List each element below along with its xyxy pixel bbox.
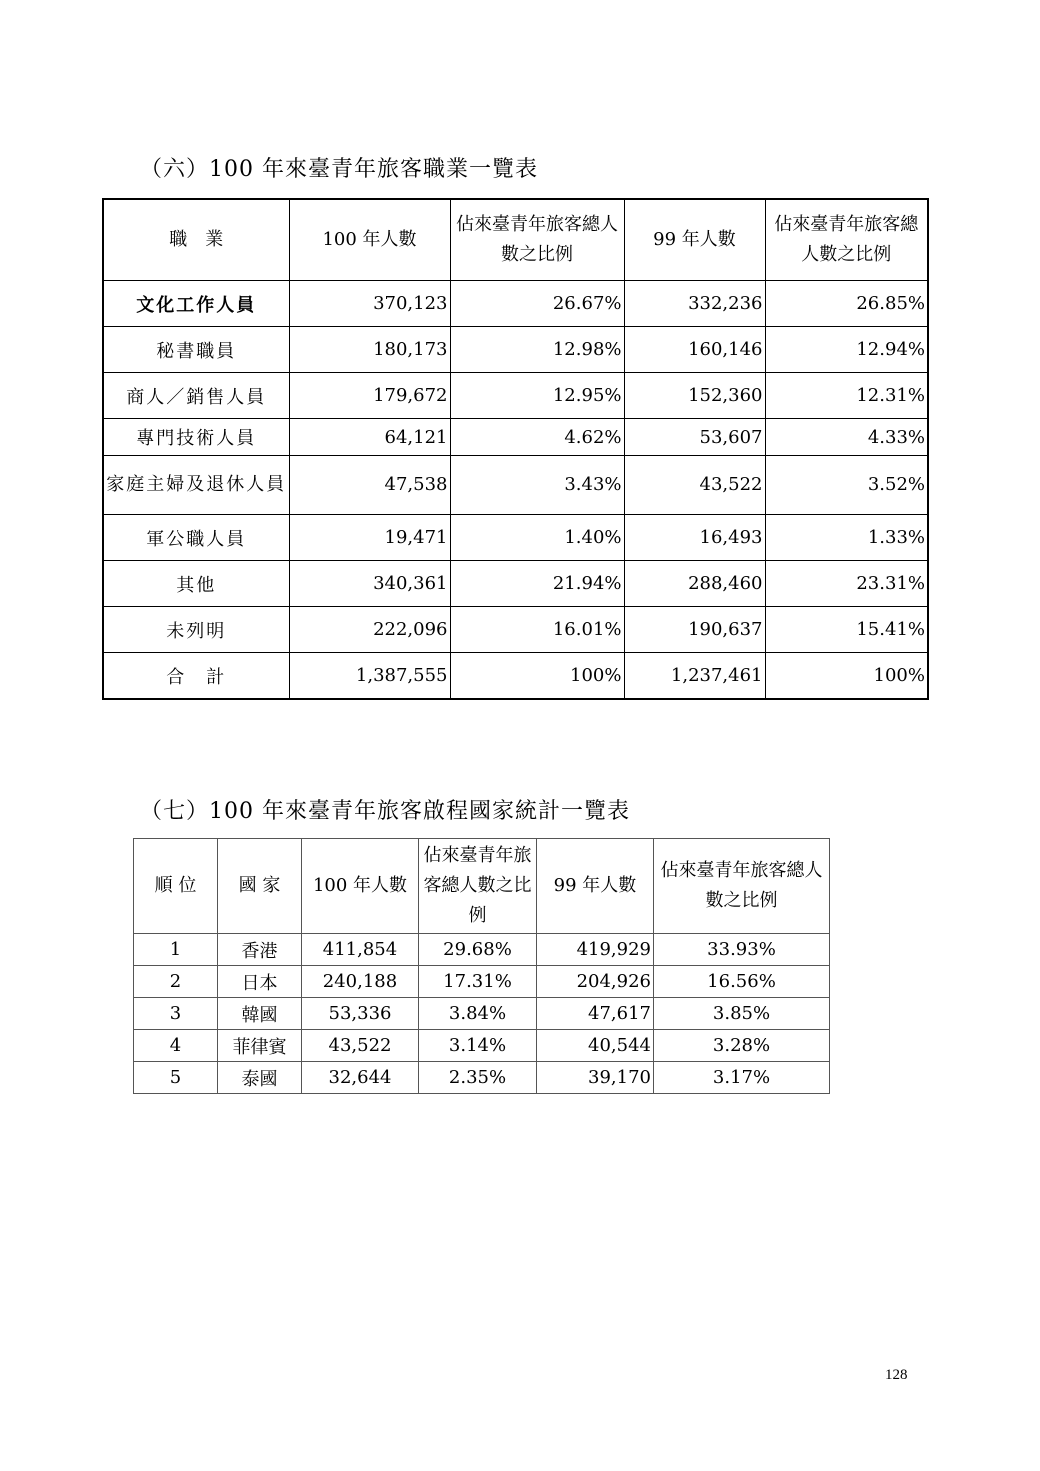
- occupation-cell: 軍公職人員: [103, 515, 289, 561]
- occupation-cell: 秘書職員: [103, 327, 289, 373]
- table-row: [103, 327, 928, 373]
- country-cell: 菲律賓: [218, 1030, 302, 1062]
- share-100-cell: 29.68%: [419, 934, 537, 966]
- header-100-share: 佔來臺青年旅客總人數之比例: [450, 199, 624, 281]
- header-100-count: 100 年人數: [289, 199, 450, 281]
- count-99-cell: 332,236: [624, 281, 765, 327]
- share-100-cell: 12.98%: [450, 327, 624, 373]
- header-100-share: 佔來臺青年旅客總人數之比例: [419, 839, 537, 934]
- share-99-cell: 16.56%: [654, 966, 830, 998]
- count-100-cell: 1,387,555: [289, 653, 450, 700]
- count-99-cell: 53,607: [624, 419, 765, 456]
- rank-cell: 3: [134, 998, 218, 1030]
- share-100-cell: 21.94%: [450, 561, 624, 607]
- table-row: [134, 998, 830, 1030]
- header-99-count: 99 年人數: [537, 839, 654, 934]
- total-row: [103, 653, 928, 700]
- count-99-cell: 43,522: [624, 456, 765, 515]
- count-99-cell: 204,926: [537, 966, 654, 998]
- count-99-cell: 40,544: [537, 1030, 654, 1062]
- country-cell: 韓國: [218, 998, 302, 1030]
- table-row: [103, 373, 928, 419]
- count-99-cell: 16,493: [624, 515, 765, 561]
- count-99-cell: 1,237,461: [624, 653, 765, 700]
- count-100-cell: 240,188: [302, 966, 419, 998]
- share-100-cell: 100%: [450, 653, 624, 700]
- table-6-title: （六）100 年來臺青年旅客職業一覽表: [140, 157, 538, 182]
- country-cell: 日本: [218, 966, 302, 998]
- share-100-cell: 16.01%: [450, 607, 624, 653]
- occupation-cell: 其他: [103, 561, 289, 607]
- table-row: [134, 966, 830, 998]
- table-row: [103, 419, 928, 456]
- table-header-row: [134, 839, 830, 934]
- share-99-cell: 33.93%: [654, 934, 830, 966]
- rank-cell: 2: [134, 966, 218, 998]
- count-100-cell: 179,672: [289, 373, 450, 419]
- share-99-cell: 15.41%: [765, 607, 928, 653]
- rank-cell: 4: [134, 1030, 218, 1062]
- count-99-cell: 47,617: [537, 998, 654, 1030]
- share-99-cell: 3.85%: [654, 998, 830, 1030]
- occupation-table: [102, 198, 929, 700]
- occupation-cell: 文化工作人員: [103, 281, 289, 327]
- header-occupation: 職 業: [103, 199, 289, 281]
- country-cell: 香港: [218, 934, 302, 966]
- table-row: [103, 515, 928, 561]
- share-100-cell: 1.40%: [450, 515, 624, 561]
- count-100-cell: 43,522: [302, 1030, 419, 1062]
- share-99-cell: 23.31%: [765, 561, 928, 607]
- occupation-cell: 專門技術人員: [103, 419, 289, 456]
- share-99-cell: 4.33%: [765, 419, 928, 456]
- count-100-cell: 47,538: [289, 456, 450, 515]
- count-100-cell: 340,361: [289, 561, 450, 607]
- rank-cell: 1: [134, 934, 218, 966]
- share-99-cell: 12.94%: [765, 327, 928, 373]
- share-99-cell: 1.33%: [765, 515, 928, 561]
- table-header-row: [103, 199, 928, 281]
- count-100-cell: 53,336: [302, 998, 419, 1030]
- header-99-share: 佔來臺青年旅客總人數之比例: [765, 199, 928, 281]
- share-99-cell: 3.52%: [765, 456, 928, 515]
- header-99-count: 99 年人數: [624, 199, 765, 281]
- share-100-cell: 3.14%: [419, 1030, 537, 1062]
- count-99-cell: 152,360: [624, 373, 765, 419]
- table-row: [134, 1062, 830, 1094]
- occupation-cell: 商人／銷售人員: [103, 373, 289, 419]
- header-country: 國 家: [218, 839, 302, 934]
- share-99-cell: 3.28%: [654, 1030, 830, 1062]
- occupation-cell: 家庭主婦及退休人員: [103, 456, 289, 515]
- country-cell: 泰國: [218, 1062, 302, 1094]
- share-100-cell: 26.67%: [450, 281, 624, 327]
- count-99-cell: 160,146: [624, 327, 765, 373]
- table-row: [103, 281, 928, 327]
- count-100-cell: 64,121: [289, 419, 450, 456]
- share-100-cell: 12.95%: [450, 373, 624, 419]
- table-row: [134, 1030, 830, 1062]
- header-rank: 順 位: [134, 839, 218, 934]
- count-99-cell: 288,460: [624, 561, 765, 607]
- share-100-cell: 4.62%: [450, 419, 624, 456]
- share-99-cell: 12.31%: [765, 373, 928, 419]
- count-99-cell: 190,637: [624, 607, 765, 653]
- share-100-cell: 3.43%: [450, 456, 624, 515]
- table-row: [103, 607, 928, 653]
- total-label: 合 計: [103, 653, 289, 700]
- count-99-cell: 39,170: [537, 1062, 654, 1094]
- count-100-cell: 32,644: [302, 1062, 419, 1094]
- share-99-cell: 100%: [765, 653, 928, 700]
- table-row: [103, 561, 928, 607]
- header-99-share: 佔來臺青年旅客總人數之比例: [654, 839, 830, 934]
- share-99-cell: 3.17%: [654, 1062, 830, 1094]
- table-row: [134, 934, 830, 966]
- occupation-cell: 未列明: [103, 607, 289, 653]
- count-100-cell: 19,471: [289, 515, 450, 561]
- count-99-cell: 419,929: [537, 934, 654, 966]
- count-100-cell: 411,854: [302, 934, 419, 966]
- share-100-cell: 3.84%: [419, 998, 537, 1030]
- rank-cell: 5: [134, 1062, 218, 1094]
- share-100-cell: 2.35%: [419, 1062, 537, 1094]
- origin-country-table: [133, 838, 830, 1094]
- table-row: [103, 456, 928, 515]
- table-7-title: （七）100 年來臺青年旅客啟程國家統計一覽表: [140, 799, 630, 824]
- count-100-cell: 180,173: [289, 327, 450, 373]
- share-99-cell: 26.85%: [765, 281, 928, 327]
- share-100-cell: 17.31%: [419, 966, 537, 998]
- page-number: 128: [885, 1367, 908, 1383]
- count-100-cell: 370,123: [289, 281, 450, 327]
- header-100-count: 100 年人數: [302, 839, 419, 934]
- count-100-cell: 222,096: [289, 607, 450, 653]
